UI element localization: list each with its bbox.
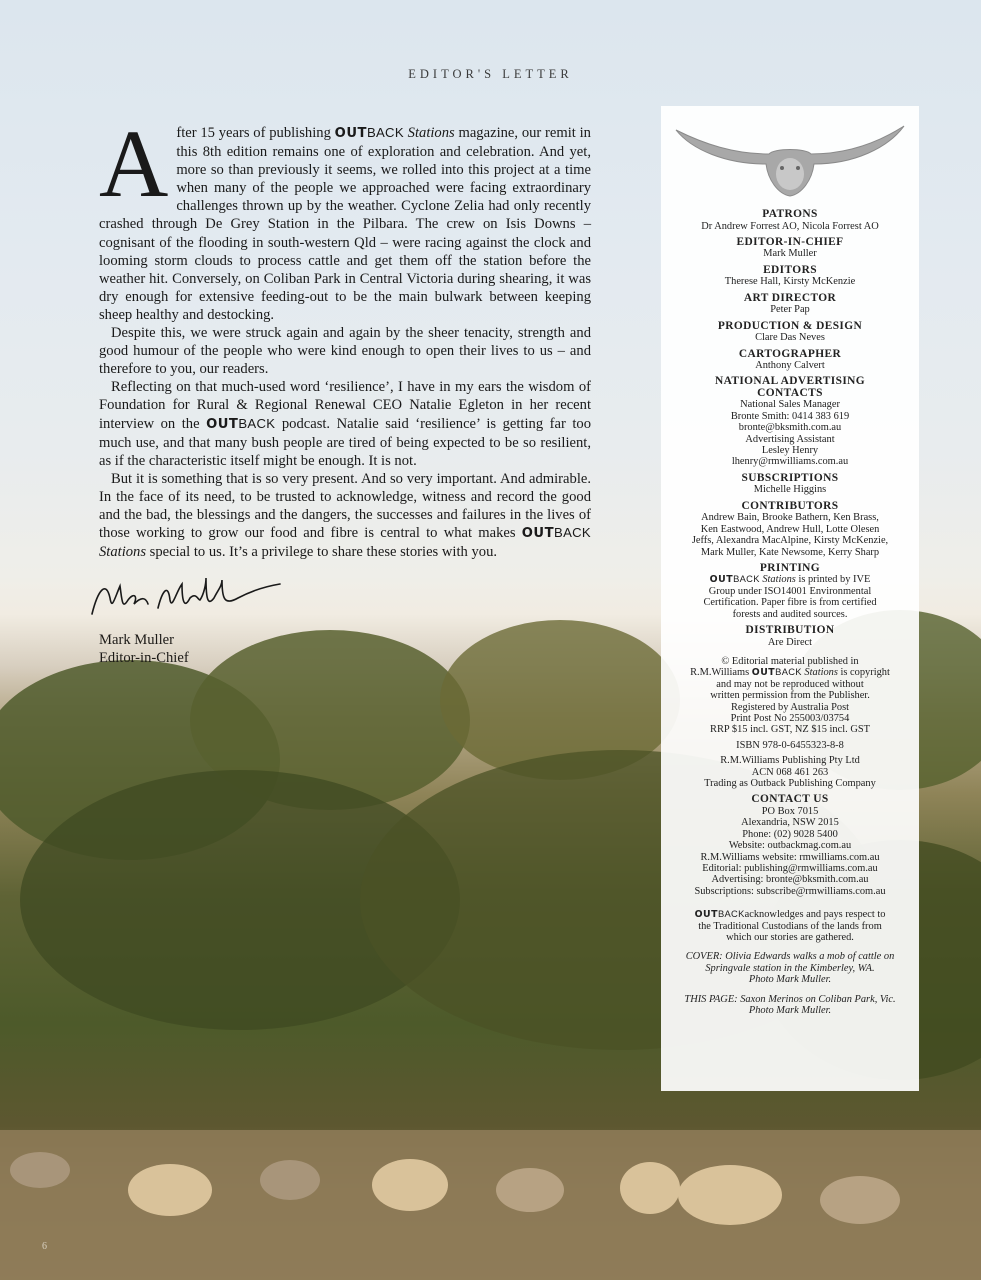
acknowledgement: OUTBACKacknowledges and pays respect to the Traditional Custodians of the lands from which our stories are gathered. <box>694 909 886 943</box>
cover-caption: COVER: Olivia Edwards walks a mob of cattle on Springvale station in the Kimberley, WA. Photo Mark Muller. <box>685 951 895 986</box>
page-number: 6 <box>42 1241 47 1252</box>
longhorn-bull-icon <box>674 124 906 198</box>
editors-letter-body <box>99 110 591 561</box>
paragraph-2: Despite this, we were struck again and again by the sheer tenacity, strength and good humour of the people who were kind enough to open their lives to us – and therefore to you, our readers. <box>99 325 591 378</box>
paragraph-4: But it is something that is so very present. And so very important. And admirable. In the face of its need, to be trusted to acknowledge, witness and record the good and the bad, the blessings and the dangers, the successes and failures in the lives of those working to grow our food and fibre is central to what makes OUTBACK Stations special to us. It’s a privilege to share these stories with you. <box>99 470 591 561</box>
signoff-name: Mark Muller <box>99 632 174 648</box>
signoff <box>99 631 189 667</box>
paragraph-1: After 15 years of publishing OUTBACK Stations magazine, our remit in this 8th edition remains one of exploration and celebration. And yet, more so than previously it seems, we rolled into this project at a time when many of the people we approached were facing extraordinary challenges thrown up by the weather. Cyclone Zelia had only recently crashed through De Grey Station in the Pilbara. The crew on Isis Downs – cognisant of the flooding in south-western Qld – were racing against the clock and looming storm clouds to process cattle and get them off the station before the weather hit. Conversely, on Coliban Park in Central Victoria during shearing, it was dry enough for extensive feeding-out to be the main bulwark between keeping sheep healthy and destocking. <box>99 110 591 323</box>
this-page-caption: THIS PAGE: Saxon Merinos on Coliban Park, Vic. Photo Mark Muller. <box>684 993 896 1016</box>
masthead-panel <box>661 106 919 1091</box>
paragraph-3: Reflecting on that much-used word ‘resilience’, I have in my ears the wisdom of Foundation for Rural & Regional Renewal CEO Natalie Egleton in her recent interview on the OUTBACK podcast. Natalie said ‘resilience’ is getting far too much use, and that many bush people are tired of being expected to be so resilient, as if the characteristic itself might be enough. It is not. <box>99 379 591 469</box>
drop-cap: A <box>99 110 169 217</box>
credits-list: PATRONS Dr Andrew Forrest AO, Nicola Forrest AO EDITOR-IN-CHIEF Mark Muller EDITORS Therese Hall, Kirsty McKenzie ART DIRECTOR Peter Pap PRODUCTION & DESIGN Clare Das Neves CARTOGRAPHER Anthony Calvert NATIONAL ADVERTISING CONTACTS National Sales Manager Bronte Smith: 0414 383 619 bronte@bksmith.com.au Advertising Assistant Lesley Henry lhenry@rmwilliams.com.au SUBSCRIPTIONS Michelle Higgins CONTRIBUTORS Andrew Bain, Brooke Bathern, Ken Brass, Ken Eastwood, Andrew Hull, Lotte Olesen Jeffs, Alexandra MacAlpine, Kirsty McKenzie, Mark Muller, Kate Newsome, Kerry Sharp PRINTING OUTBACK Stations is printed by IVE Group under ISO14001 Environmental Certification. Paper fibre is from certified forests and audited sources. DISTRIBUTION Are Direct © Editorial material published in R.M.Williams OUTBACK Stations is copyright and may not be reproduced without written permission from the Publisher. Registered by Australia Post Print Post No 255003/03754 RRP $15 incl. GST, NZ $15 incl. GST ISBN 978-0-6455323-8-8 R.M.Williams Publishing Pty Ltd ACN 068 461 263 Trading as Outback Publishing Company CONTACT US PO Box 7015 Alexandria, NSW 2015 Phone: (02) 9028 5400 Website: outbackmag.com.au R.M.Williams website: rmwilliams.com.au Editorial: publishing@rmwilliams.com.au Advertising: bronte@bksmith.com.au Subscriptions: subscribe@rmwilliams.com.au <box>690 208 890 897</box>
signoff-role: Editor-in-Chief <box>99 650 189 666</box>
signature-image <box>88 570 288 630</box>
section-header: EDITOR'S LETTER <box>408 67 573 81</box>
